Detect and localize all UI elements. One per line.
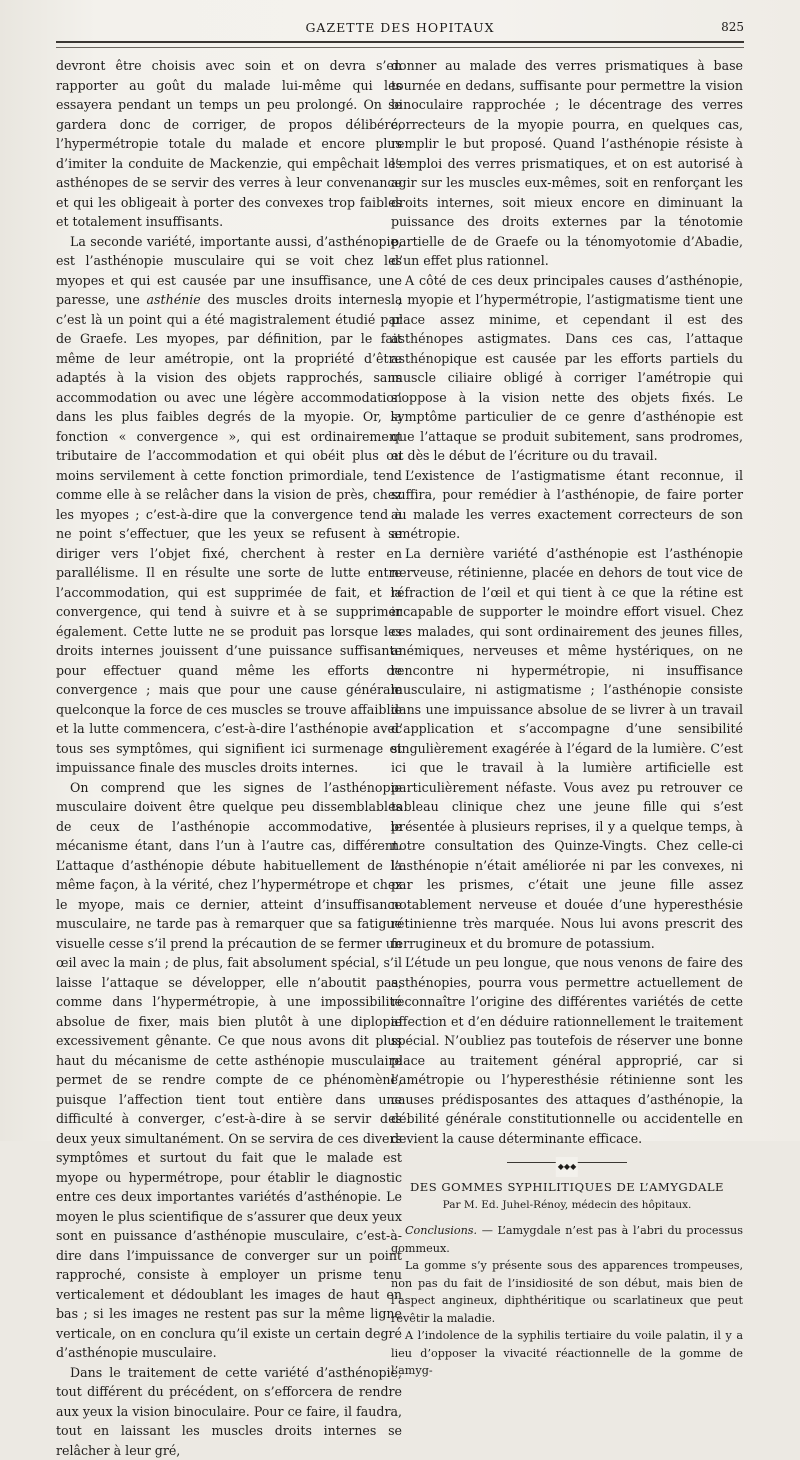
article-title: DES GOMMES SYPHILITIQUES DE L’AMYGDALE	[391, 1178, 743, 1196]
paragraph	[56, 232, 402, 778]
article-author: Par M. Ed. Juhel-Rénoy, médecin des hôpitaux.	[391, 1196, 743, 1214]
paragraph: On comprend que les signes de l’asthénopie musculaire doivent être quelque peu dissemblables de ceux de l’asthénopie accommodative, le mécanisme étant, dans l’un à l’autre cas, différent. L’attaque d’asthénopie débute habituellement de la même façon, à la vérité, chez l’hypermétrope et chez le myope, mais ce dernier, atteint d’insuffisance musculaire, ne tarde pas à remarquer que sa fatigue visuelle cesse s’il prend la précaution de se fermer un œil avec la main ; de plus, fait absolument spécial, s’il laisse l’attaque se développer, elle n’aboutit pas, comme dans l’hypermétropie, à une impossibilité absolue de fixer, mais bien plutôt à une diplopie excessivement gênante. Ce que nous avons dit plus haut du mécanisme de cette asthénopie musculaire permet de se rendre compte de ce phénomène, puisque l’affection tient tout entière dans une difficulté à converger, c’est-à-dire à se servir des deux yeux simultanément. On se servira de ces divers symptômes et surtout du fait que le malade est myope ou hypermétrope, pour établir le diagnostic entre ces deux importantes variétés d’asthénopie. Le moyen le plus scientifique de s’assurer que deux yeux sont en puissance d’asthénopie musculaire, c’est-à-dire dans l’impuissance de converger sur un point rapproché, consiste à employer un prisme tenu verticalement et dédoublant les images de haut en bas ; si les images ne restent pas sur la même ligne verticale, on en conclura qu’il existe un certain degré d’asthénopie musculaire.	[56, 778, 402, 1363]
page-number: 825	[721, 20, 744, 34]
text-run: La seconde variété, importante aussi, d’asthénopie, est l’asthénopie musculaire qui se voit chez les myopes et qui est causée par une insuffisance, une paresse, une	[56, 234, 402, 308]
paragraph: donner au malade des verres prismatiques à base tournée en dedans, suffisante pour permettre la vision binoculaire rapprochée ; le décentrage des verres correcteurs de la myopie pourra, en quelques cas, remplir le but proposé. Quand l’asthénopie résiste à l’emploi des verres prismatiques, et on est autorisé à agir sur les muscles eux-mêmes, soit en renforçant les droits internes, soit mieux encore en diminuant la puissance des droits externes par la ténotomie partielle de de Graefe ou la ténomyotomie d’Abadie, d’un effet plus rationnel.	[391, 56, 743, 271]
paragraph: A l’indolence de la syphilis tertiaire du voile palatin, il y a lieu d’opposer la vivacité réactionnelle de la gomme de l’amyg-	[391, 1327, 743, 1380]
paragraph: L’existence de l’astigmatisme étant reconnue, il suffira, pour remédier à l’asthénopie, de faire porter au malade les verres exactement correcteurs de son amétropie.	[391, 466, 743, 544]
running-header	[56, 16, 744, 42]
paragraph	[391, 1222, 743, 1257]
left-column	[56, 56, 402, 1460]
paragraph: A côté de ces deux principales causes d’asthénopie, la myopie et l’hypermétropie, l’astigmatisme tient une place assez minime, et cependant il est des asthénopes astigmates. Dans ces cas, l’attaque asthénopique est causée par les efforts partiels du muscle ciliaire obligé à corriger l’amétropie qui s’oppose à la vision nette des objets fixés. Le symptôme particulier de ce genre d’asthénopie est que l’attaque se produit subitement, sans prodromes, et dès le début de l’écriture ou du travail.	[391, 271, 743, 466]
ornament-icon: ◆◆◆	[556, 1157, 578, 1177]
header-rule-thick	[56, 41, 744, 43]
article-body	[391, 1222, 743, 1380]
conclusions-label: Conclusions.	[405, 1224, 477, 1237]
header-rule-thin	[56, 47, 744, 48]
section-separator	[507, 1160, 627, 1166]
right-column	[391, 56, 743, 1380]
paragraph: Dans le traitement de cette variété d’asthénopie, tout différent du précédent, on s’efforcera de rendre aux yeux la vision binoculaire. Pour ce faire, il faudra, tout en laissant les muscles droits internes se relâcher à leur gré,	[56, 1363, 402, 1460]
text-run: — L’amygdale n’est pas à l’abri du processus gommeux.	[391, 1224, 743, 1255]
text-run: des muscles droits internes ; c’est là un point qui a été magistralement étudié par de Graefe. Les myopes, par définition, par le fait même de leur amétropie, ont la propriété d’être adaptés à la vision des objets rapprochés, sans accommodation ou avec une légère accommodation dans les plus faibles degrés de la myopie. Or, la fonction « convergence », qui est ordinairement tributaire de l’accommodation et qui obéit plus ou moins servilement à cette fonction primordiale, tend comme elle à se relâcher dans la vision de près, chez les myopes ; c’est-à-dire que la convergence tend à ne point s’effectuer, que les yeux se refusent à se diriger vers l’objet fixé, cherchent à rester en parallélisme. Il en résulte une sorte de lutte entre l’accommodation, qui est supprimée de fait, et la convergence, qui tend à suivre et à se supprimer également. Cette lutte ne se produit pas lorsque les droits internes jouissent d’une puissance suffisante pour effectuer quand même les efforts de convergence ; mais que pour une cause générale quelconque la force de ces muscles se trouve affaiblie et la lutte commencera, c’est-à-dire l’asthénopie avec tous ses symptômes, qui signifient ici surmenage et impuissance finale des muscles droits internes.	[56, 292, 402, 775]
emphasis-term: asthénie	[147, 292, 201, 307]
journal-title: GAZETTE DES HOPITAUX	[56, 20, 744, 35]
paragraph: La dernière variété d’asthénopie est l’asthénopie nerveuse, rétinienne, placée en dehors de tout vice de réfraction de l’œil et qui tient à ce que la rétine est incapable de supporter le moindre effort visuel. Chez ces malades, qui sont ordinairement des jeunes filles, anémiques, nerveuses et même hystériques, on ne rencontre ni hypermétropie, ni insuffisance musculaire, ni astigmatisme ; l’asthénopie consiste dans une impuissance absolue de se livrer à un travail d’application et s’accompagne d’une sensibilité singulièrement exagérée à l’égard de la lumière. C’est ici que le travail à la lumière artificielle est particulièrement néfaste. Vous avez pu retrouver ce tableau clinique chez une jeune fille qui s’est présentée à plusieurs reprises, il y a quelque temps, à notre consultation des Quinze-Vingts. Chez celle-ci l’asthénopie n’était améliorée ni par les convexes, ni par les prismes, c’était une jeune fille assez notablement nerveuse et douée d’une hyperesthésie rétinienne très marquée. Nous lui avons prescrit des ferrugineux et du bromure de potassium.	[391, 544, 743, 954]
paragraph: devront être choisis avec soin et on devra s’en rapporter au goût du malade lui-même qui les essayera pendant un temps un peu prolongé. On se gardera donc de corriger, de propos délibéré, l’hypermétropie totale du malade et encore plus d’imiter la conduite de Mackenzie, qui empêchait les asthénopes de se servir des verres à leur convenance et qui les obligeait à porter des convexes trop faibles et totalement insuffisants.	[56, 56, 402, 232]
paragraph: L’étude un peu longue, que nous venons de faire des asthénopies, pourra vous permettre actuellement de reconnaître l’origine des différentes variétés de cette affection et d’en déduire rationnellement le traitement spécial. N’oubliez pas toutefois de réserver une bonne place au traitement général approprié, car si l’amétropie ou l’hyperesthésie rétinienne sont les causes prédisposantes des attaques d’asthénopie, la débilité générale constitutionnelle ou accidentelle en devient la cause déterminante efficace.	[391, 953, 743, 1148]
paragraph: La gomme s’y présente sous des apparences trompeuses, non pas du fait de l’insidiosité de son début, mais bien de l’aspect angineux, diphthéritique ou scarlatineux que peut revêtir la maladie.	[391, 1257, 743, 1327]
